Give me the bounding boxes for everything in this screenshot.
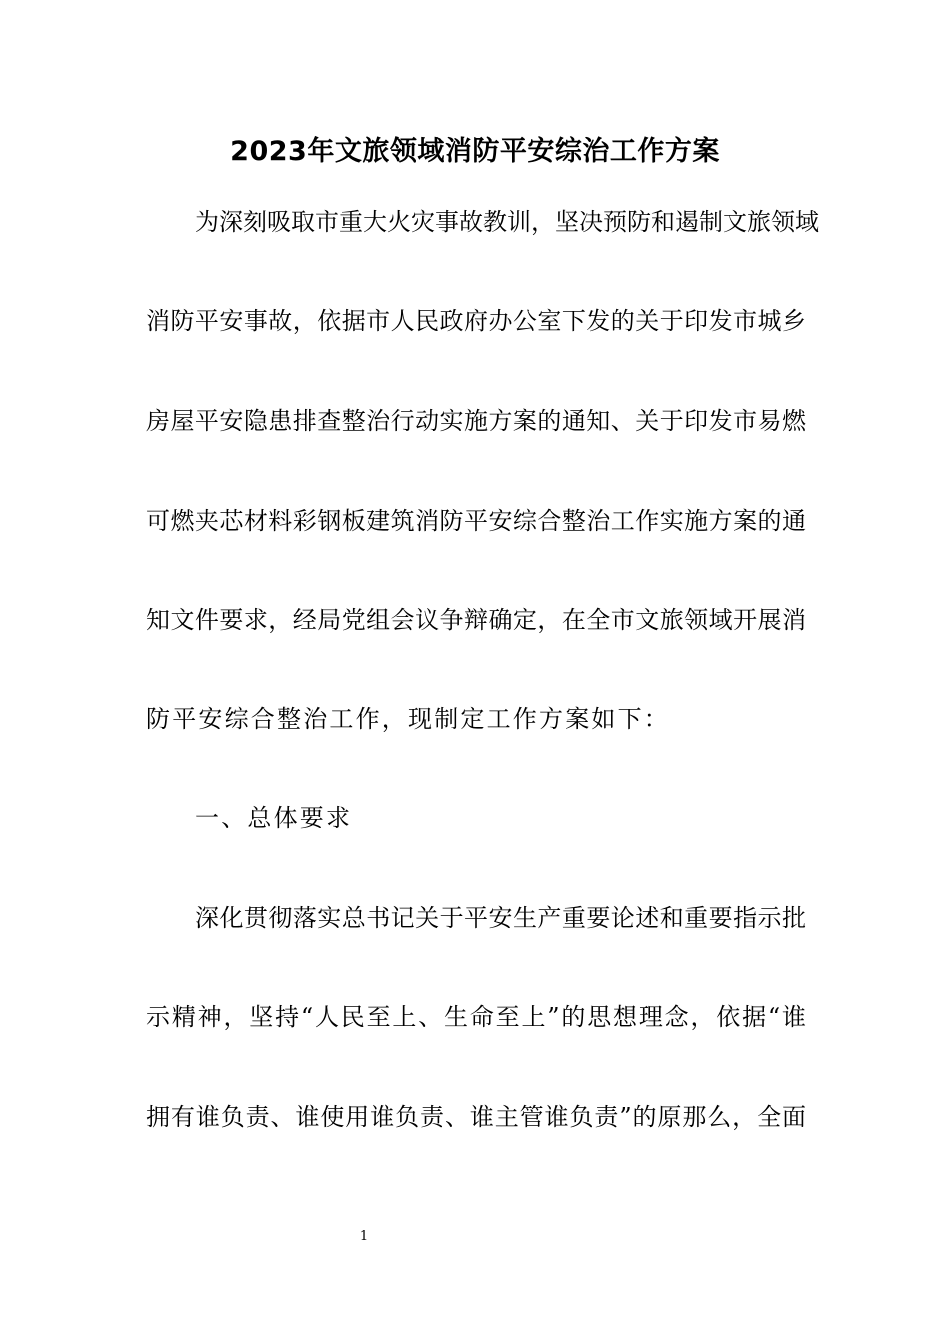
paragraph-line: 拥有谁负责、谁使用谁负责、谁主管谁负责”的原那么，全面 xyxy=(146,1103,806,1131)
paragraph-line: 防平安综合整治工作，现制定工作方案如下： xyxy=(146,705,670,733)
paragraph-line: 消防平安事故，依据市人民政府办公室下发的关于印发市城乡 xyxy=(146,307,806,335)
paragraph-line: 示精神，坚持“人民至上、生命至上”的思想理念，依据“谁 xyxy=(146,1003,806,1031)
paragraph-line: 知文件要求，经局党组会议争辩确定，在全市文旅领域开展消 xyxy=(146,606,806,634)
paragraph-line: 为深刻吸取市重大火灾事故教训，坚决预防和遏制文旅领域 xyxy=(195,208,819,236)
paragraph-line: 房屋平安隐患排查整治行动实施方案的通知、关于印发市易燃 xyxy=(146,407,806,435)
section-heading: 一、总体要求 xyxy=(195,804,353,832)
paragraph-line: 深化贯彻落实总书记关于平安生产重要论述和重要指示批 xyxy=(195,904,806,932)
paragraph-line: 可燃夹芯材料彩钢板建筑消防平安综合整治工作实施方案的通 xyxy=(146,507,806,535)
document-title: 2023年文旅领域消防平安综治工作方案 xyxy=(230,136,720,167)
page-number: 1 xyxy=(359,1229,369,1244)
